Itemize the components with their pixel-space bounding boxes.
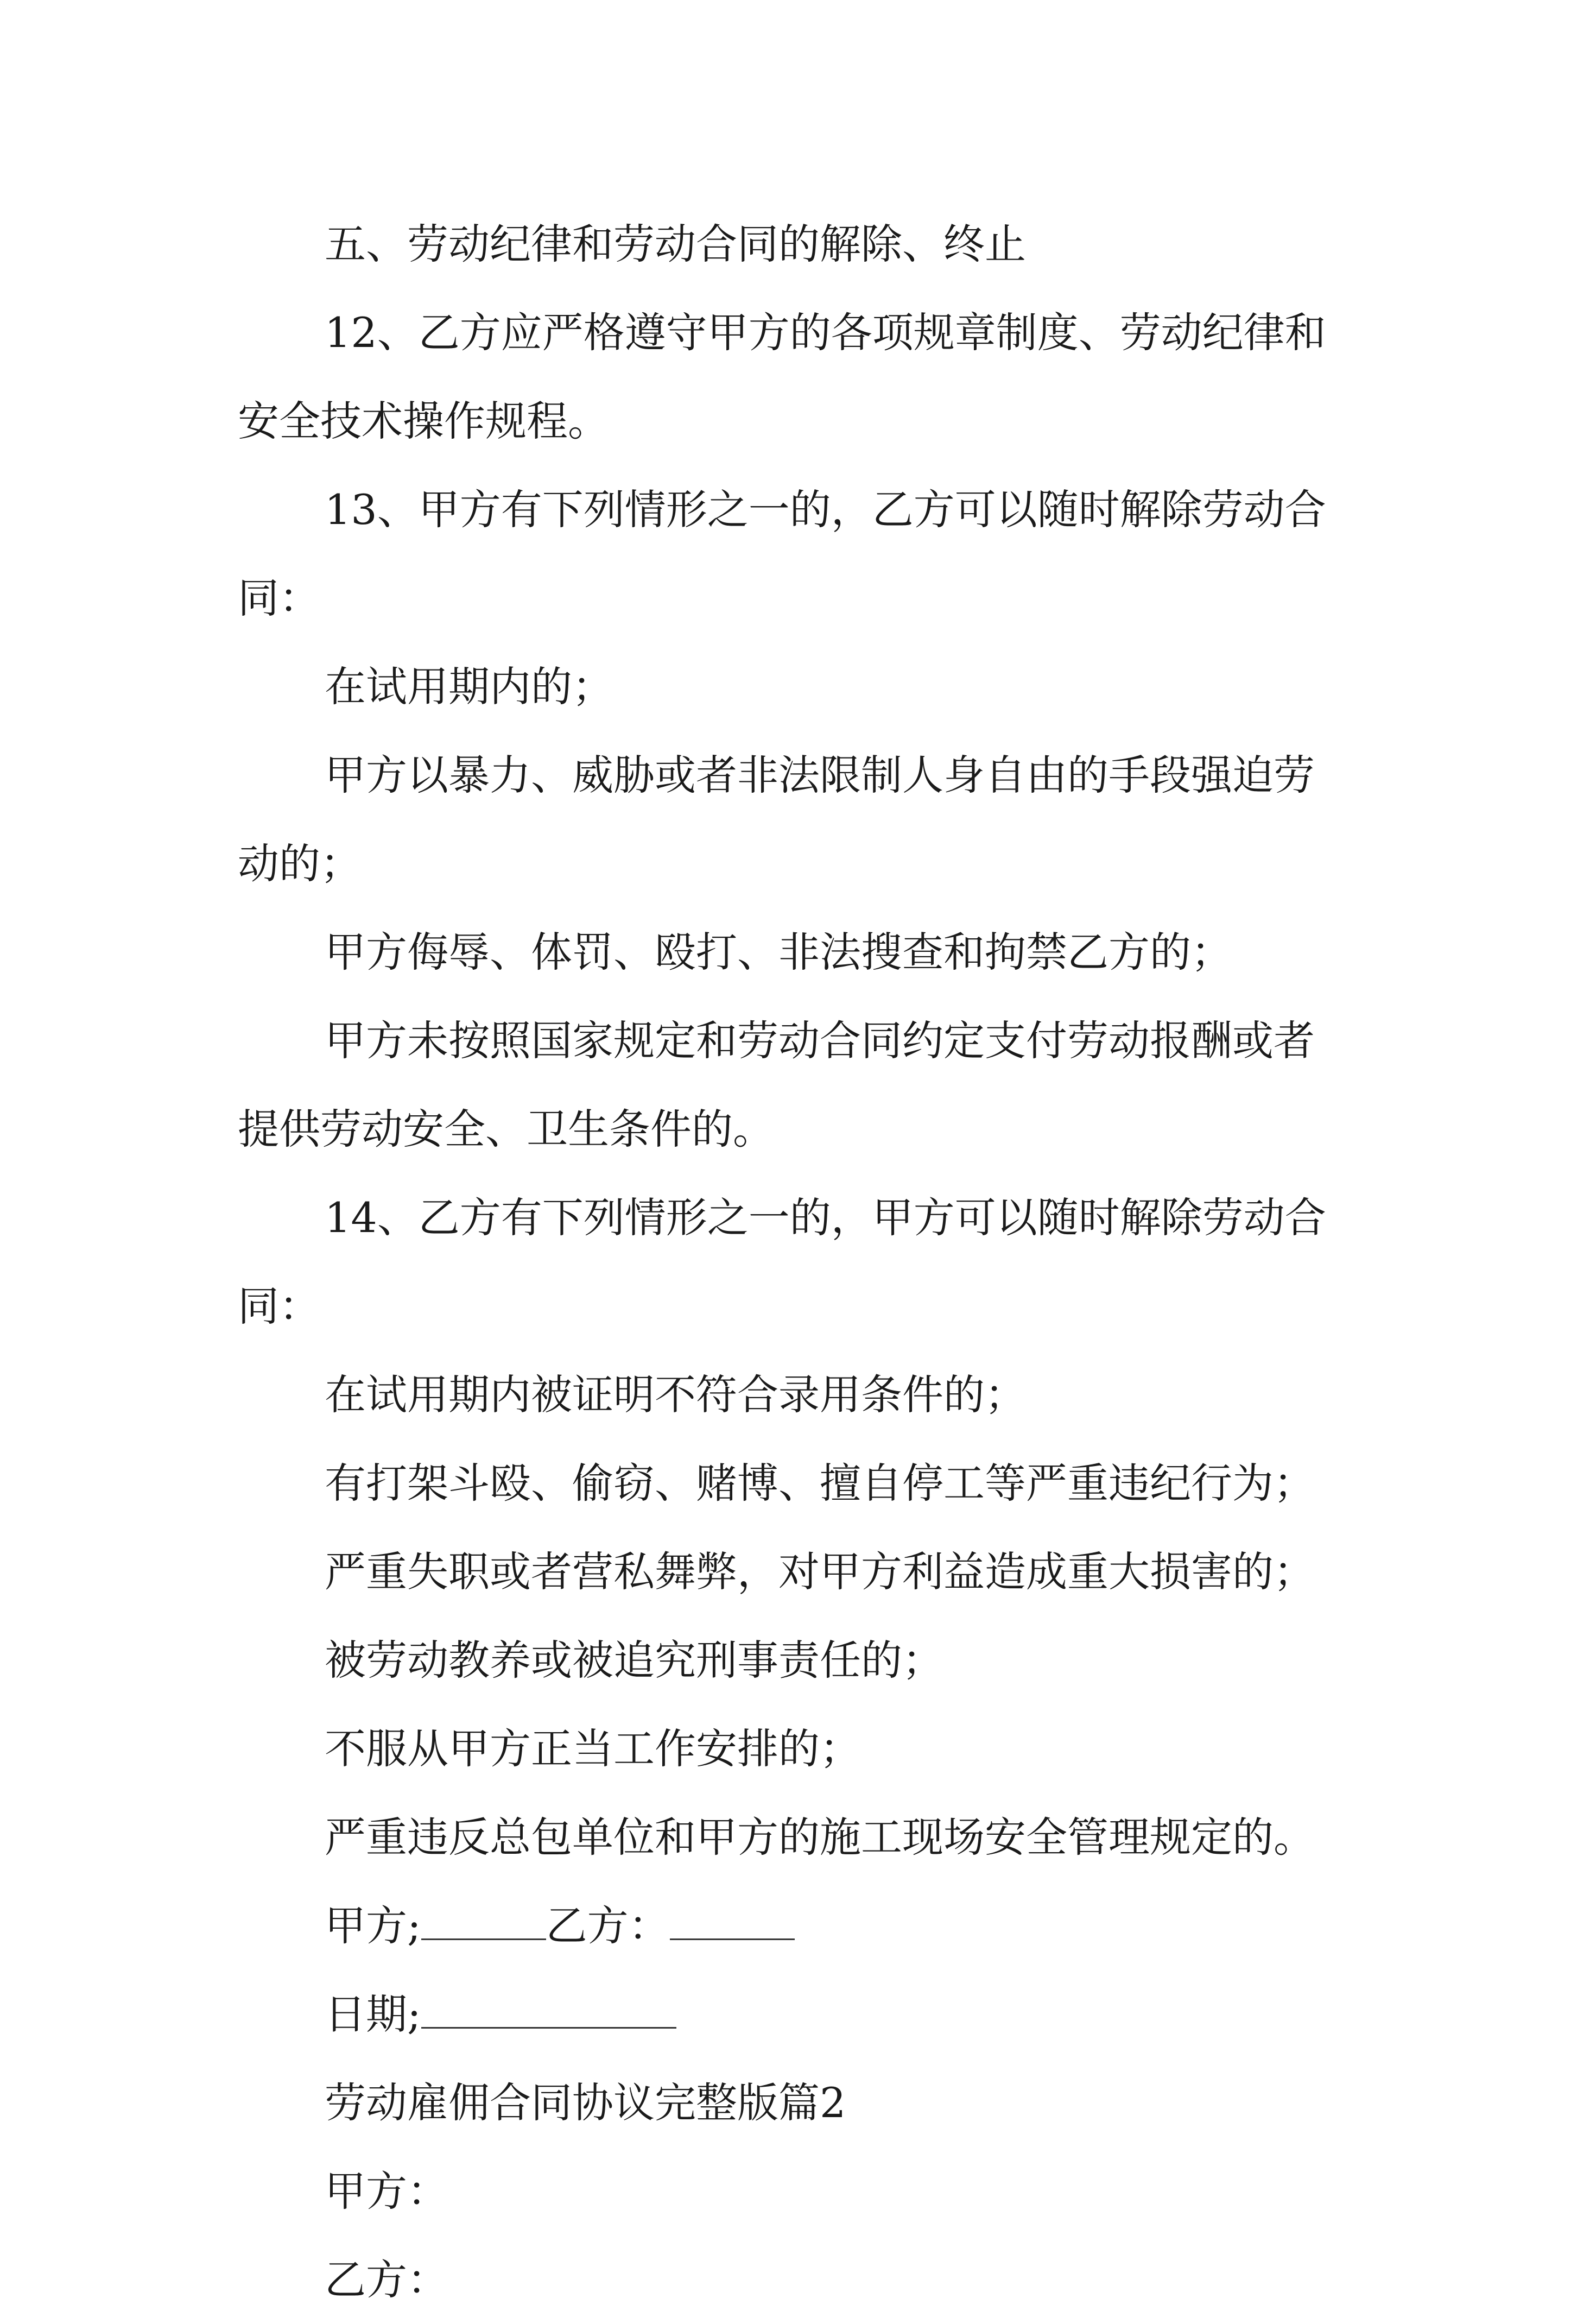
date-row	[238, 1970, 1345, 2058]
date-line	[421, 1989, 676, 2029]
signature-row	[238, 1881, 1345, 1970]
date-label: 日期;	[325, 1990, 421, 2038]
clause-14: 14、乙方有下列情形之一的，甲方可以随时解除劳动合同：	[238, 1193, 1326, 1330]
clause-13: 13、甲方有下列情形之一的，乙方可以随时解除劳动合同：	[238, 485, 1326, 622]
clause-13-item-3: 甲方侮辱、体罚、殴打、非法搜查和拘禁乙方的；	[325, 928, 1232, 976]
party-b-signature-line	[670, 1900, 795, 1940]
clause-13-item-1: 在试用期内的；	[325, 662, 613, 711]
clause-13-item-2: 甲方以暴力、威胁或者非法限制人身自由的手段强迫劳动的；	[238, 751, 1315, 888]
clause-12: 12、乙方应严格遵守甲方的各项规章制度、劳动纪律和安全技术操作规程。	[238, 308, 1326, 445]
clause-14-item-6: 严重违反总包单位和甲方的施工现场安全管理规定的。	[325, 1813, 1315, 1861]
party-b-label: 乙方：	[546, 1902, 670, 1950]
clause-14-item-2: 有打架斗殴、偷窃、赌博、擅自停工等严重违纪行为；	[325, 1459, 1315, 1507]
clause-14-item-5: 不服从甲方正当工作安排的；	[325, 1725, 861, 1773]
party-a-label: 甲方;	[325, 1902, 421, 1950]
section-heading: 五、劳动纪律和劳动合同的解除、终止	[325, 220, 1026, 268]
clause-13-item-4: 甲方未按照国家规定和劳动合同约定支付劳动报酬或者提供劳动安全、卫生条件的。	[238, 1016, 1315, 1153]
next-section-party-a: 甲方：	[325, 2167, 448, 2215]
document-body	[238, 200, 1345, 2324]
party-a-signature-line	[421, 1900, 546, 1940]
next-section-party-b: 乙方：	[325, 2256, 448, 2304]
clause-14-item-3: 严重失职或者营私舞弊，对甲方利益造成重大损害的；	[325, 1548, 1315, 1596]
clause-14-item-1: 在试用期内被证明不符合录用条件的；	[325, 1371, 1026, 1419]
clause-14-item-4: 被劳动教养或被追究刑事责任的；	[325, 1636, 943, 1684]
next-section-title: 劳动雇佣合同协议完整版篇2	[325, 2079, 846, 2127]
